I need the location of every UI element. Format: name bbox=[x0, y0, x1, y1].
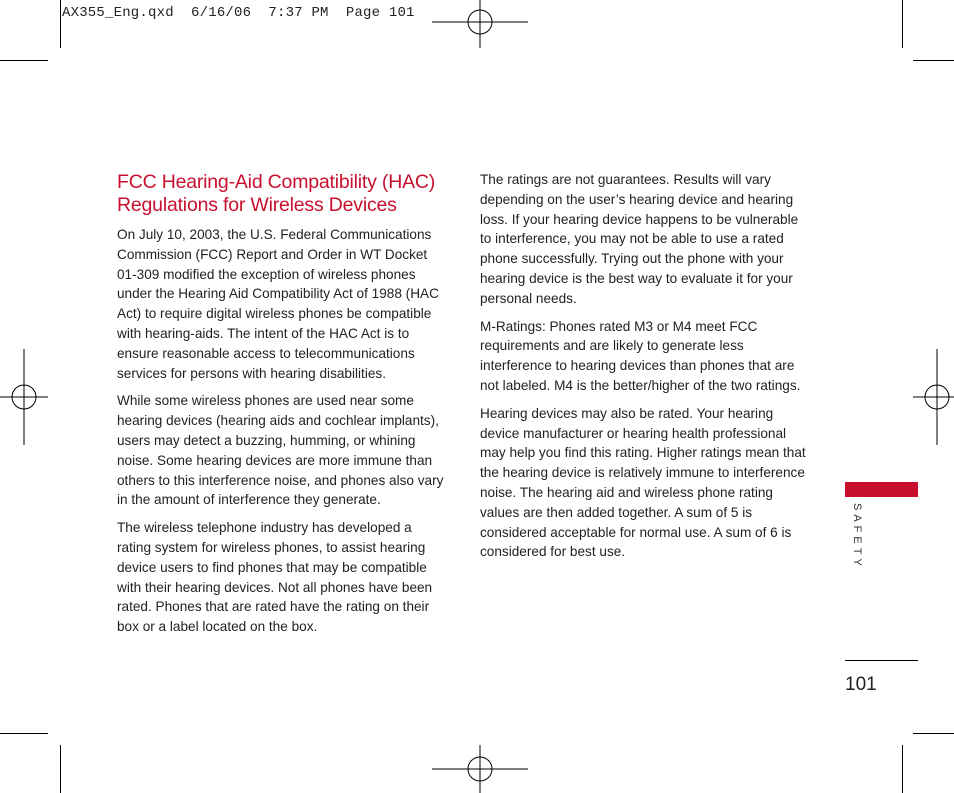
registration-mark-right bbox=[913, 349, 954, 445]
section-heading: FCC Hearing-Aid Compatibility (HAC) Regulations for Wireless Devices bbox=[117, 171, 436, 216]
page-number: 101 bbox=[845, 674, 877, 695]
registration-mark-left bbox=[0, 349, 48, 445]
paragraph: The ratings are not guarantees. Results will vary depending on the user’s hearing device and hearing loss. If your hearing device happens to be vulnerable to interference, you may not be able to use a rated phone successfully. Trying out the phone with your hearing device is the best way to evaluate it for your personal needs. bbox=[480, 172, 799, 306]
section-tab-label: SAFETY bbox=[851, 503, 863, 570]
paragraph: M-Ratings: Phones rated M3 or M4 meet FCC requirements and are likely to generate less interference to hearing devices than phones that are not labeled. M4 is the better/higher of the two ratings. bbox=[480, 318, 801, 393]
paragraph: On July 10, 2003, the U.S. Federal Communications Commission (FCC) Report and Order in WT Docket 01-309 modified the exception of wireless phones under the Hearing Aid Compatibility Act of 1988 (HAC Act) to require digital wireless phones be compatible with hearing-aids. The intent of the HAC Act is to ensure reasonable access to telecommunications services for persons with hearing disabilities. bbox=[117, 227, 439, 381]
right-column bbox=[480, 170, 808, 570]
paragraph: Hearing devices may also be rated. Your hearing device manufacturer or hearing health professional may help you find this rating. Higher ratings mean that the hearing device is relatively immune to interference noise. The hearing aid and wireless phone rating values are then added together. A sum of 5 is considered acceptable for normal use. A sum of 6 is considered for best use. bbox=[480, 405, 806, 560]
crop-mark bbox=[913, 60, 954, 61]
paragraph: While some wireless phones are used near some hearing devices (hearing aids and cochlear implants), users may detect a buzzing, humming, or whining noise. Some hearing devices are more immune than others to this interference noise, and phones also vary in the amount of interference they generate. bbox=[117, 393, 444, 508]
crop-mark bbox=[902, 0, 903, 48]
slug-line: AX355_Eng.qxd 6/16/06 7:37 PM Page 101 bbox=[62, 5, 415, 21]
crop-mark bbox=[0, 733, 48, 734]
left-column bbox=[117, 171, 449, 645]
crop-mark bbox=[0, 60, 48, 61]
page-number-rule bbox=[845, 660, 918, 661]
crop-mark bbox=[60, 745, 61, 793]
section-tab-marker bbox=[845, 482, 918, 497]
paragraph: The wireless telephone industry has developed a rating system for wireless phones, to assist hearing device users to find phones that may be compatible with their hearing devices. Not all phones have been rated. Phones that are rated have the rating on their box or a label located on the box. bbox=[117, 520, 433, 635]
registration-mark-bottom bbox=[432, 745, 528, 793]
crop-mark bbox=[60, 0, 61, 48]
crop-mark bbox=[913, 733, 954, 734]
registration-mark-top bbox=[432, 0, 528, 48]
crop-mark bbox=[902, 745, 903, 793]
